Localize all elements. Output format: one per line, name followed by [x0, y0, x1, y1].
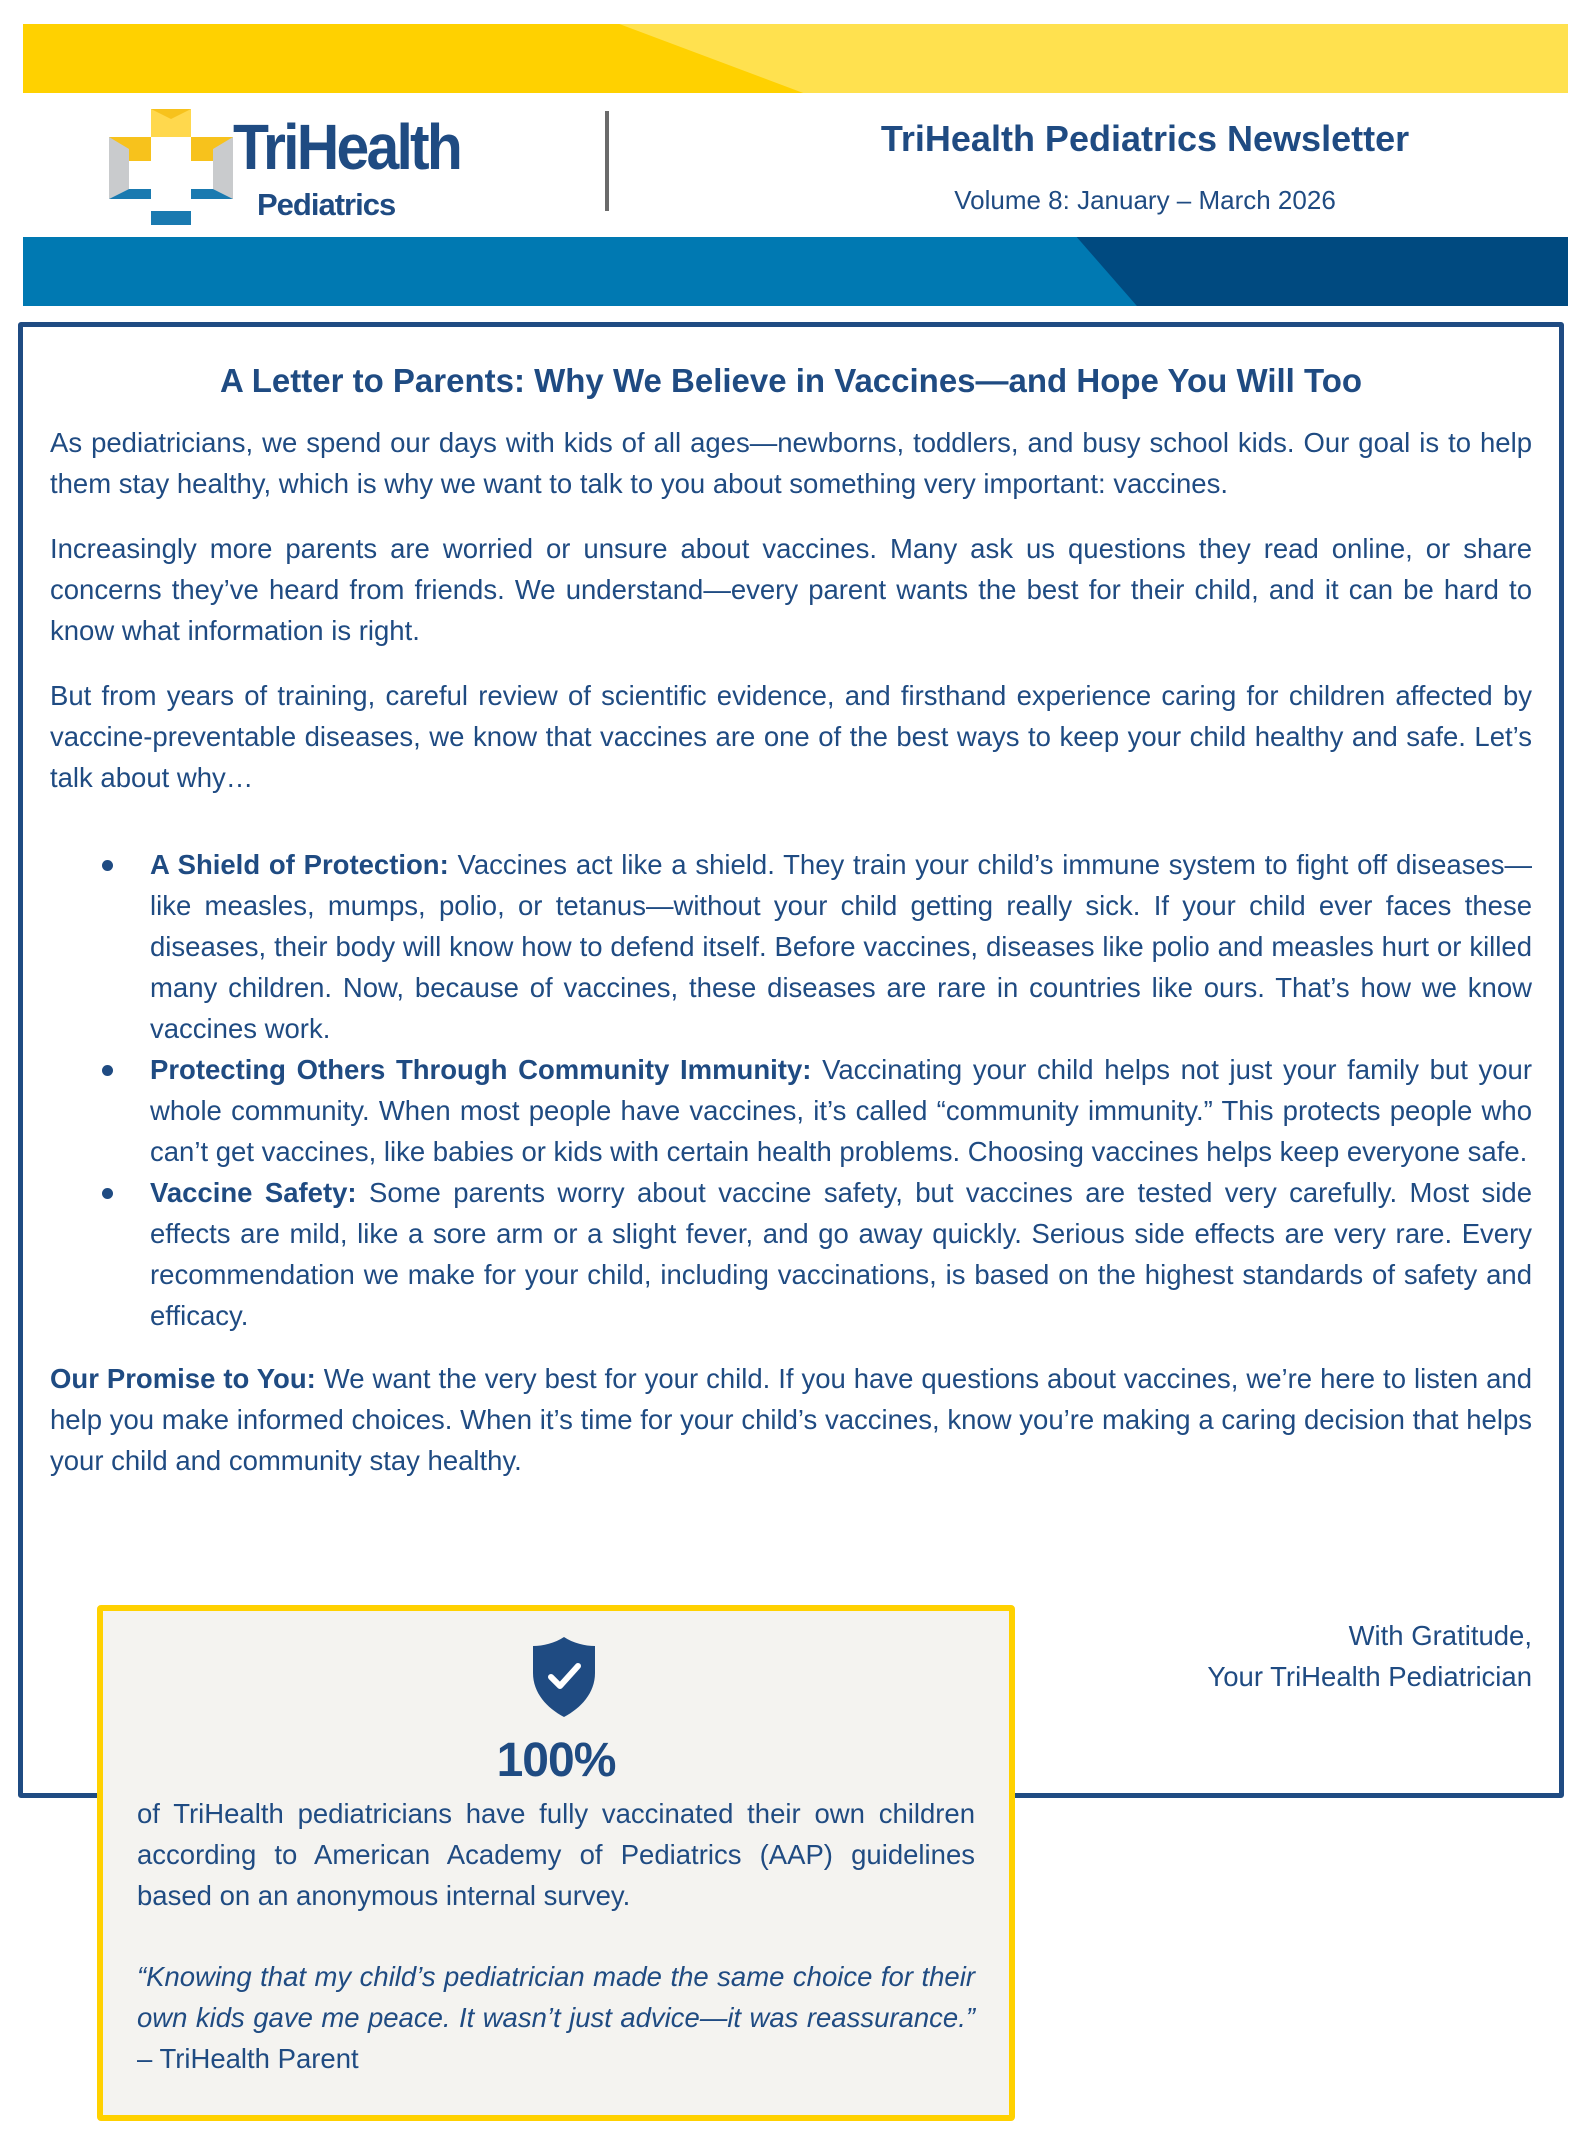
bullet-text: Vaccinating your child helps not just your family but your whole community. When most people have vaccines, it’s called “community immunity.” This protects people who can’t get vaccines, like babies or kids with certain health problems. Choosing vaccines helps keep everyone safe. — [150, 1054, 1533, 1167]
shield-check-icon — [529, 1635, 599, 1719]
signoff-closing: With Gratitude, — [1348, 1620, 1532, 1651]
trihealth-logo — [95, 105, 495, 229]
cross-logo-icon — [109, 109, 233, 225]
list-item-community-immunity — [50, 1049, 1532, 1172]
benefits-list — [50, 844, 1532, 1336]
stat-value: 100% — [496, 1734, 616, 1787]
header-yellow-band — [23, 24, 1568, 93]
header-blue-band — [23, 237, 1568, 306]
testimonial-attribution: – TriHealth Parent — [137, 2043, 359, 2074]
promise-paragraph — [50, 1358, 1532, 1481]
promise-text: We want the very best for your child. If you have questions about vaccines, we’re here to listen and help you make informed choices. When it’s time for your child’s vaccines, know you’re making a caring decision that helps your child and community stay healthy. — [50, 1363, 1532, 1476]
testimonial-quote: “Knowing that my child’s pediatrician made the same choice for their own kids gave me peace. It wasn’t just advice—it was reassurance.” — [137, 1961, 975, 2033]
signoff-signature: Your TriHealth Pediatrician — [1207, 1661, 1532, 1692]
bullet-icon — [102, 860, 113, 871]
logo-wordmark: TriHealth — [233, 111, 461, 183]
list-item-shield-of-protection — [50, 844, 1532, 1049]
bullet-text: Vaccines act like a shield. They train your child’s immune system to fight off diseases—like measles, mumps, polio, or tetanus—without your child getting really sick. If your child ever faces these diseases, their body will know how to defend itself. Before vaccines, diseases like polio and measles hurt or killed many children. Now, because of vaccines, these diseases are rare in countries like ours. That’s how we know vaccines work. — [150, 849, 1532, 1044]
letter-title: A Letter to Parents: Why We Believe in Vaccines—and Hope You Will Too — [219, 362, 1363, 399]
promise-heading: Our Promise to You: — [50, 1363, 316, 1394]
header-blue-band-accent — [23, 237, 1568, 306]
letter-paragraph: But from years of training, careful review of scientific evidence, and firsthand experience caring for children affected by vaccine-preventable diseases, we know that vaccines are one of the best ways to keep your child healthy and safe. Let’s talk about why… — [50, 680, 1532, 793]
letter-signoff — [1207, 1615, 1532, 1697]
stat-description: of TriHealth pediatricians have fully vaccinated their own children according to American Academy of Pediatrics (AAP) guidelines based on an anonymous internal survey. — [137, 1798, 975, 1911]
header-divider — [605, 111, 609, 211]
vaccination-stat-callout — [97, 1605, 1015, 2121]
logo-subtitle: Pediatrics — [257, 187, 396, 222]
bullet-heading: Protecting Others Through Community Immunity: — [150, 1054, 812, 1085]
bullet-icon — [102, 1065, 113, 1076]
letter-paragraph: Increasingly more parents are worried or unsure about vaccines. Many ask us questions they read online, or share concerns they’ve heard from friends. We understand—every parent wants the best for their child, and it can be hard to know what information is right. — [50, 533, 1532, 646]
letter-paragraph: As pediatricians, we spend our days with kids of all ages—newborns, toddlers, and busy school kids. Our goal is to help them stay healthy, which is why we want to talk to you about something very important: vaccines. — [50, 427, 1532, 499]
newsletter-volume: Volume 8: January – March 2026 — [954, 185, 1336, 215]
bullet-heading: Vaccine Safety: — [150, 1177, 357, 1208]
bullet-text: Some parents worry about vaccine safety, but vaccines are tested very carefully. Most side effects are mild, like a sore arm or a slight fever, and go away quickly. Serious side effects are very rare. Every recommendation we make for your child, including vaccinations, is based on the highest standards of safety and efficacy. — [150, 1177, 1533, 1331]
parent-testimonial — [137, 1956, 975, 2079]
letter-content — [50, 327, 1532, 1505]
bullet-heading: A Shield of Protection: — [150, 849, 449, 880]
bullet-icon — [102, 1188, 113, 1199]
header-yellow-band-accent — [23, 24, 1568, 93]
list-item-vaccine-safety — [50, 1172, 1532, 1336]
letter-box — [18, 322, 1564, 1798]
newsletter-title: TriHealth Pediatrics Newsletter — [880, 118, 1410, 159]
